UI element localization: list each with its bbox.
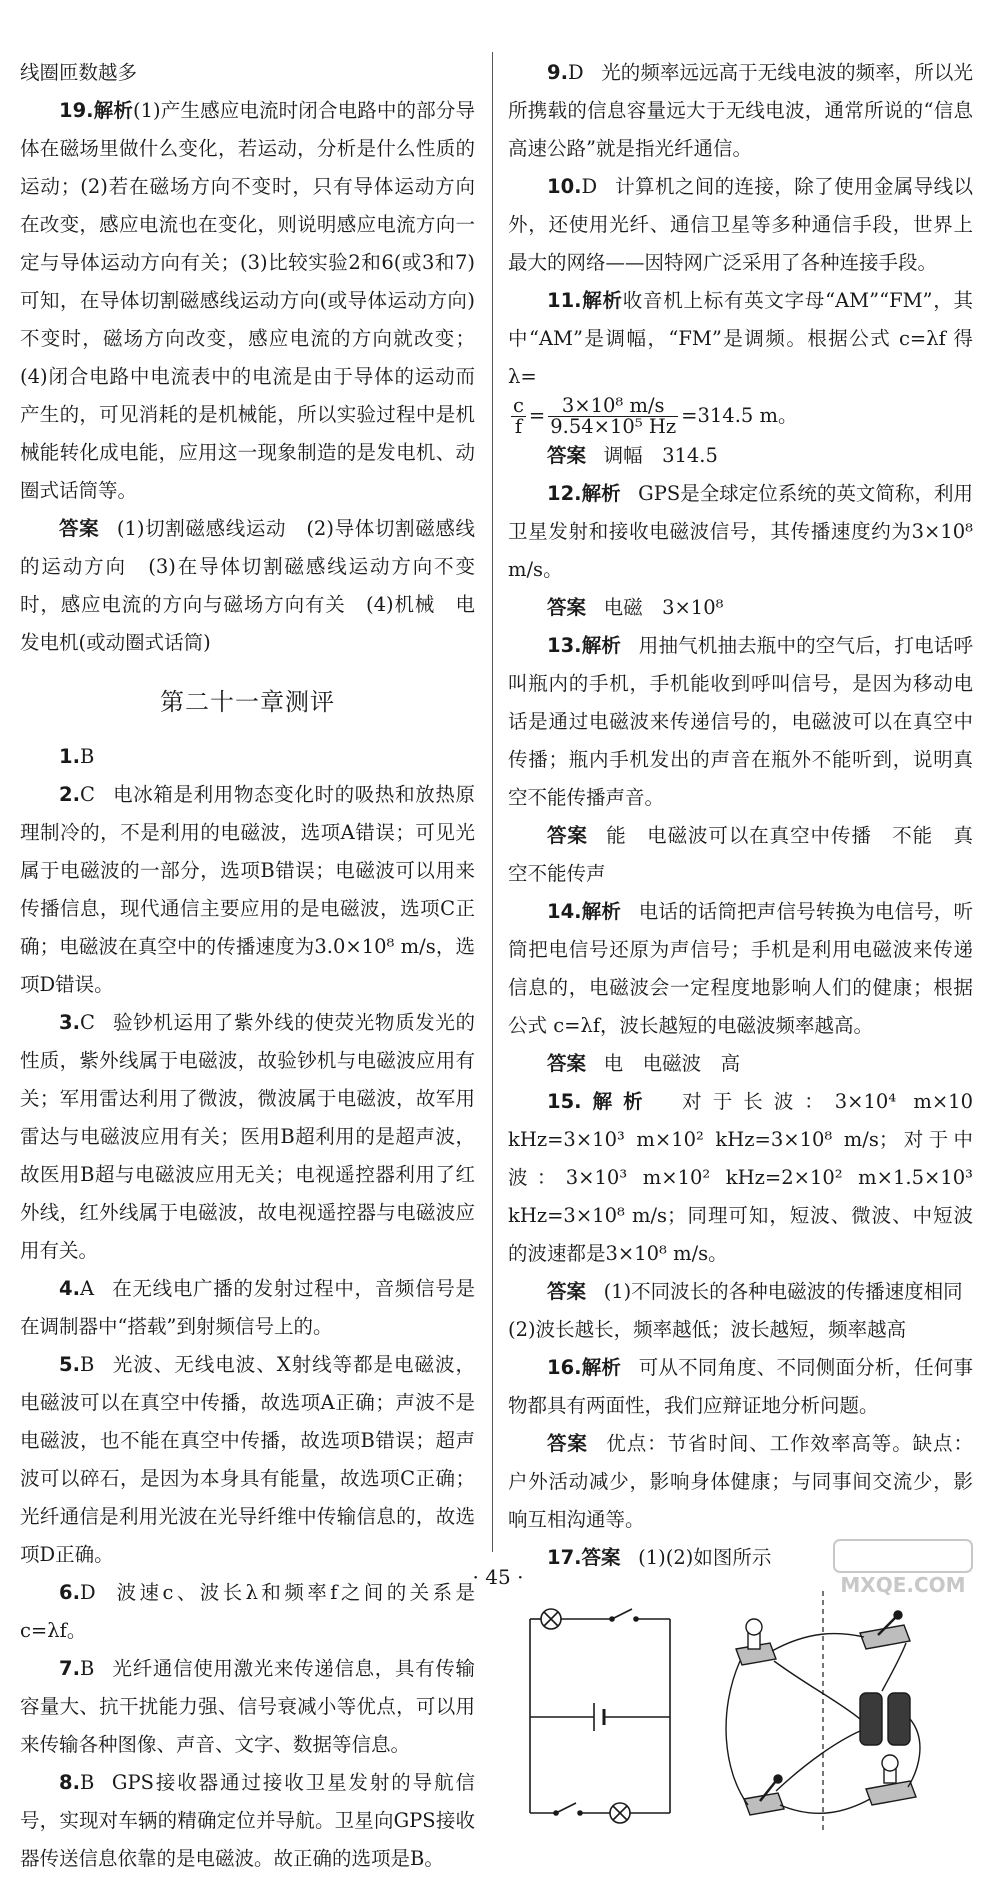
q17-text: (1)(2)如图所示 — [638, 1546, 772, 1569]
watermark-logo — [828, 1536, 978, 1598]
q17-number: 17. — [547, 1546, 582, 1569]
battery-2 — [888, 1693, 910, 1745]
q15-answer-label: 答案 — [547, 1280, 587, 1303]
q13-label: 解析 — [581, 634, 622, 657]
column-divider — [492, 52, 493, 1552]
chapter-title: 第二十一章测评 — [160, 688, 335, 716]
q12-analysis — [508, 475, 973, 589]
q16-number: 16. — [547, 1356, 582, 1379]
q16-answer — [508, 1425, 973, 1539]
fraction-values — [548, 396, 678, 437]
item-number: 2. — [59, 783, 80, 806]
item-choice: B — [79, 1771, 95, 1794]
q19-answer-text: (1)切割磁感线运动 (2)导体切割磁感线的运动方向 (3)在导体切割磁感线运动方向不变时，感应电流的方向与磁场方向有关 (4)机械 电 发电机(或动圈式话筒) — [20, 517, 495, 654]
q14-analysis — [508, 893, 973, 1045]
item-number: 7. — [59, 1657, 80, 1680]
item-text: 电冰箱是利用物态变化时的吸热和放热原理制冷的，不是利用的电磁波，选项A错误；可见光属于电磁波的一部分，选项B错误；电磁波可以用来传播信息，现代通信主要应用的是电磁波，选项C正确；电磁波在真空中的传播速度为3.0×10⁸ m/s，选项D错误。 — [20, 783, 475, 996]
q19-answer — [20, 510, 495, 662]
fraction-c-over-f — [511, 396, 526, 437]
item-4 — [20, 1270, 475, 1346]
q11-answer-label: 答案 — [547, 444, 587, 467]
q15-answer-line2 — [508, 1311, 973, 1349]
watermark-text: MXQE.COM — [840, 1573, 966, 1597]
q19-number: 19. — [59, 99, 94, 122]
q13-text: 用抽气机抽去瓶中的空气后，打电话呼叫瓶内的手机，手机能收到呼叫信号，是因为移动电话是通过电磁波来传递信号的，电磁波可以在真空中传播；瓶内手机发出的声音在瓶外不能听到，说明真空不能传播声音。 — [508, 634, 973, 809]
q12-number: 12. — [547, 482, 582, 505]
item-number: 1. — [59, 745, 80, 768]
q19-label: 解析 — [93, 99, 133, 122]
q13-analysis — [508, 627, 973, 817]
item-choice: D — [567, 61, 584, 84]
q13-answer-label: 答案 — [547, 824, 588, 847]
q16-text: 可从不同角度、不同侧面分析，任何事物都具有两面性，我们应辩证地分析问题。 — [508, 1356, 973, 1417]
left-column — [20, 54, 495, 1878]
q16-answer-text: 优点：节省时间、工作效率高等。缺点：户外活动减少，影响身体健康；与同事间交流少，影响互相沟通等。 — [508, 1432, 973, 1531]
q11-formula: $\frac{c}{f}$ = $\frac{\text{3×10⁸ m/s}}{\text{9.54×10⁵ Hz}}$ =314.5 m。 — [513, 394, 798, 438]
circuit-diagrams — [508, 1591, 973, 1831]
item-number: 6. — [59, 1581, 80, 1604]
q15-text: 对于长波：3×10⁴ m×10 kHz=3×10³ m×10² kHz=3×10⁸ m/s；对于中波：3×10³ m×10² kHz=2×10² m×1.5×10³ kHz=3×10⁸ m/s；同理可知，短波、微波、中短波的波速都是3×10⁸ m/s。 — [508, 1090, 973, 1265]
item-number: 10. — [547, 175, 582, 198]
q16-label: 解析 — [581, 1356, 622, 1379]
item-choice: B — [79, 1657, 95, 1680]
item-text: 光波、无线电波、X射线等都是电磁波，电磁波可以在真空中传播，故选项A正确；声波不是电磁波，也不能在真空中传播，故选项B错误；超声波可以碎石，是因为本身具有能量，故选项C正确；光纤通信是利用光波在光导纤维中传输信息的，故选项D正确。 — [20, 1353, 475, 1566]
q13-answer — [508, 817, 973, 893]
item-text: GPS接收器通过接收卫星发射的导航信号，实现对车辆的精确定位并导航。卫星向GPS接收器传送信息依靠的是电磁波。故正确的选项是B。 — [20, 1771, 475, 1870]
q12-answer-label: 答案 — [547, 596, 587, 619]
q15-answer-text-2: (2)波长越长，频率越低；波长越短，频率越高 — [508, 1318, 907, 1341]
battery-1 — [860, 1693, 882, 1745]
item-text: 波速c、波长λ和频率f之间的关系是c=λf。 — [20, 1581, 475, 1642]
q11-answer-text: 调幅 314.5 — [603, 444, 718, 467]
q12-label: 解析 — [581, 482, 621, 505]
q14-text: 电话的话筒把声信号转换为电信号，听筒把电信号还原为声信号；手机是利用电磁波来传递信息的，电磁波会一定程度地影响人们的健康；根据公式 c=λf，波长越短的电磁波频率越高。 — [508, 900, 973, 1037]
q17-answer-label: 答案 — [581, 1546, 621, 1569]
item-choice: B — [79, 1353, 95, 1376]
page-number: · 45 · — [472, 1565, 524, 1589]
item-number: 8. — [59, 1771, 80, 1794]
item-number: 3. — [59, 1011, 80, 1034]
q14-answer — [508, 1045, 973, 1083]
q16-analysis — [508, 1349, 973, 1425]
item-choice: C — [79, 783, 95, 806]
item-10 — [508, 168, 973, 282]
q14-number: 14. — [547, 900, 582, 923]
q11-text: 收音机上标有英文字母“AM”“FM”，其中“AM”是调幅，“FM”是调频。根据公式 c=λf 得λ= — [508, 289, 973, 388]
item-3 — [20, 1004, 475, 1270]
item-9 — [508, 54, 973, 168]
item-number: 5. — [59, 1353, 80, 1376]
q15-answer-text-1: (1)不同波长的各种电磁波的传播速度相同 — [603, 1280, 963, 1303]
item-number: 4. — [59, 1277, 80, 1300]
q11-answer — [508, 437, 973, 475]
item-text: 验钞机运用了紫外线的使荧光物质发光的性质，紫外线属于电磁波，故验钞机与电磁波应用有关；军用雷达利用了微波，微波属于电磁波，故军用雷达与电磁波应用有关；医用B超利用的是超声波，故医用B超与电磁波应用无关；电视遥控器利用了红外线，红外线属于电磁波，故电视遥控器与电磁波应用有关。 — [20, 1011, 475, 1262]
item-2 — [20, 776, 475, 1004]
q15-analysis — [508, 1083, 973, 1273]
fraction-denominator: f — [514, 415, 523, 438]
q11-analysis — [508, 282, 973, 396]
q16-answer-label: 答案 — [547, 1432, 588, 1455]
continuation-text: 线圈匝数越多 — [20, 61, 138, 84]
item-choice: B — [79, 745, 95, 768]
item-choice: A — [79, 1277, 95, 1300]
q15-answer — [508, 1273, 973, 1311]
q12-answer-text: 电磁 3×10⁸ — [603, 596, 724, 619]
item-5 — [20, 1346, 475, 1574]
q14-answer-label: 答案 — [547, 1052, 587, 1075]
q14-label: 解析 — [581, 900, 622, 923]
fraction-denominator: 9.54×10⁵ Hz — [550, 415, 677, 438]
item-text: 计算机之间的连接，除了使用金属导线以外，还使用光纤、通信卫星等多种通信手段，世界上最大的网络——因特网广泛采用了各种连接手段。 — [508, 175, 973, 274]
circuit-figure — [508, 1591, 973, 1831]
item-choice: D — [79, 1581, 96, 1604]
q12-answer — [508, 589, 973, 627]
item-choice: D — [581, 175, 598, 198]
item-8 — [20, 1764, 475, 1878]
item-text: 在无线电广播的发射过程中，音频信号是在调制器中“搭载”到射频信号上的。 — [20, 1277, 475, 1338]
item-7 — [20, 1650, 475, 1764]
q11-label: 解析 — [581, 289, 623, 312]
fraction-numerator: c — [513, 394, 524, 417]
item-1 — [20, 738, 475, 776]
circuit-schematic — [530, 1609, 670, 1823]
item-text: 光纤通信使用激光来传递信息，具有传输容量大、抗干扰能力强、信号衰减小等优点，可以用来传输各种图像、声音、文字、数据等信息。 — [20, 1657, 475, 1756]
q19-text: (1)产生感应电流时闭合电路中的部分导体在磁场里做什么变化，若运动，分析是什么性质的运动；(2)若在磁场方向不变时，只有导体运动方向在改变，感应电流也在变化，则说明感应电流方向一定与导体运动方向有关；(3)比较实验2和6(或3和7)可知，在导体切割磁感线运动方向(或导体运动方向)不变时，磁场方向改变，感应电流的方向就改变；(4)闭合电路中电流表中的电流是由于导体的运动而产生的，可见消耗的是机械能，所以实验过程中是机械能转化成电能，应用这一现象制造的是发电机、动圈式话筒等。 — [20, 99, 475, 502]
q19-analysis — [20, 92, 475, 510]
q12-text: GPS是全球定位系统的英文简称，利用卫星发射和接收电磁波信号，其传播速度约为3×10⁸ m/s。 — [508, 482, 973, 581]
switch-lever — [612, 1609, 632, 1619]
q14-answer-text: 电 电磁波 高 — [603, 1052, 741, 1075]
item-choice: C — [79, 1011, 95, 1034]
q13-number: 13. — [547, 634, 582, 657]
q13-answer-text: 能 电磁波可以在真空中传播 不能 真空不能传声 — [508, 824, 973, 885]
q15-number: 15. — [547, 1090, 582, 1113]
q15-label: 解析 — [581, 1090, 654, 1113]
q11-number: 11. — [547, 289, 582, 312]
item-text: 光的频率远远高于无线电波的频率，所以光所携载的信息容量远大于无线电波，通常所说的“信息高速公路”就是指光纤通信。 — [508, 61, 973, 160]
item-number: 9. — [547, 61, 568, 84]
q19-answer-label: 答案 — [59, 517, 100, 540]
q11-result: =314.5 m。 — [681, 404, 798, 427]
fraction-numerator: 3×10⁸ m/s — [548, 396, 678, 417]
